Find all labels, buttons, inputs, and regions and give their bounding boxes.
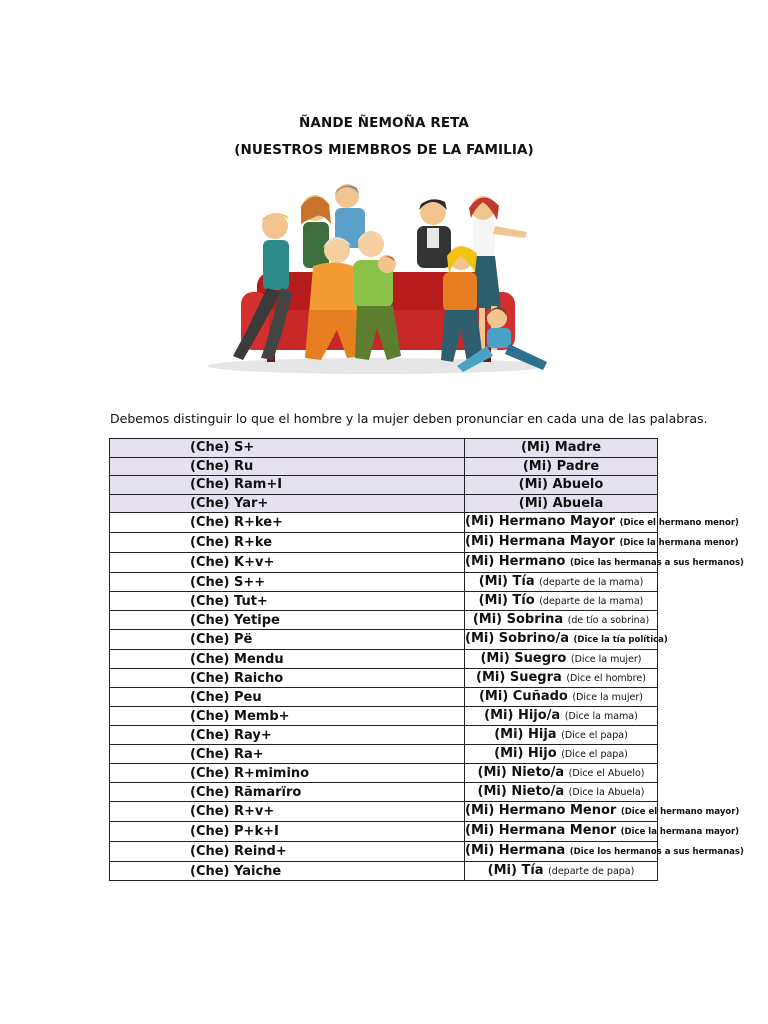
usage-note: (departe de papa) <box>548 866 635 877</box>
page-subtitle: (NUESTROS MIEMBROS DE LA FAMILIA) <box>234 142 534 158</box>
usage-note: (Dice el hermano mayor) <box>620 807 740 817</box>
spanish-term-cell <box>465 726 658 745</box>
spanish-term: (Mi) Sobrina <box>472 612 564 627</box>
guarani-term-cell: (Che) R+v+ <box>110 802 465 822</box>
guarani-term-cell: (Che) Rãmarïro <box>110 783 465 802</box>
spanish-term: (Mi) Suegra <box>476 670 562 685</box>
table-row <box>110 745 658 764</box>
spanish-term: (Mi) Hermano Mayor <box>465 514 616 529</box>
table-row <box>110 476 658 495</box>
spanish-term: (Mi) Hijo <box>494 746 557 761</box>
guarani-term-cell: (Che) Memb+ <box>110 707 465 726</box>
spanish-term: (Mi) Tía <box>487 863 544 878</box>
table-row <box>110 592 658 611</box>
spanish-term-cell <box>465 745 658 764</box>
spanish-term: (Mi) Hermano <box>465 554 566 569</box>
spanish-term: (Mi) Nieto/a <box>477 765 565 780</box>
spanish-term-cell <box>465 688 658 707</box>
guarani-term-cell: (Che) Peu <box>110 688 465 707</box>
spanish-term: (Mi) Abuelo <box>518 477 604 493</box>
spanish-term: (Mi) Cuñado <box>478 689 568 704</box>
spanish-term-cell <box>465 630 668 650</box>
table-row <box>110 650 658 669</box>
guarani-term-cell: (Che) Yaiche <box>110 862 465 881</box>
spanish-term-cell <box>465 842 744 862</box>
table-row <box>110 764 658 783</box>
usage-note: (Dice la mujer) <box>572 692 643 703</box>
spanish-term: (Mi) Nieto/a <box>477 784 565 799</box>
spanish-term: (Mi) Padre <box>522 458 600 474</box>
spanish-term-cell <box>465 669 658 688</box>
spanish-term: (Mi) Suegro <box>480 651 567 666</box>
table-row <box>110 439 658 458</box>
spanish-term-cell <box>465 513 739 533</box>
intro-text: Debemos distinguir lo que el hombre y la mujer deben pronunciar en cada una de las palabras. <box>110 411 708 426</box>
table-row <box>110 783 658 802</box>
table-row <box>110 842 658 862</box>
guarani-term-cell: (Che) R+ke <box>110 533 465 553</box>
spanish-term-cell <box>465 822 740 842</box>
spanish-term: (Mi) Abuela <box>518 495 604 511</box>
guarani-term-cell: (Che) P+k+I <box>110 822 465 842</box>
spanish-term-cell <box>465 592 658 611</box>
table-row <box>110 513 658 533</box>
usage-note: (Dice el papa) <box>561 749 628 760</box>
spanish-term-cell <box>465 611 658 630</box>
table-row <box>110 457 658 476</box>
table-row <box>110 553 658 573</box>
usage-note: (Dice la Abuela) <box>568 787 645 798</box>
spanish-term-cell <box>465 862 658 881</box>
usage-note: (Dice el papa) <box>561 730 628 741</box>
spanish-term-cell <box>465 783 658 802</box>
spanish-term: (Mi) Hermana <box>465 843 566 858</box>
family-members-table <box>109 438 744 881</box>
spanish-term-cell <box>465 457 658 476</box>
guarani-term-cell: (Che) S++ <box>110 573 465 592</box>
table-row <box>110 533 658 553</box>
guarani-term-cell: (Che) Ra+ <box>110 745 465 764</box>
spanish-term-cell <box>465 707 658 726</box>
spanish-term: (Mi) Hermana Mayor <box>465 534 615 549</box>
page-title: ÑANDE ÑEMOÑA RETA <box>299 115 469 131</box>
table-row <box>110 707 658 726</box>
family-illustration <box>197 180 555 378</box>
usage-note: (Dice la hermana mayor) <box>620 827 740 837</box>
spanish-term: (Mi) Hija <box>494 727 557 742</box>
guarani-term-cell: (Che) Reind+ <box>110 842 465 862</box>
spanish-term-cell <box>465 494 658 513</box>
usage-note: (de tío a sobrina) <box>567 615 650 626</box>
table-row <box>110 611 658 630</box>
spanish-term: (Mi) Hermana Menor <box>465 823 617 838</box>
spanish-term-cell <box>465 533 739 553</box>
guarani-term-cell: (Che) Ru <box>110 457 465 476</box>
table-row <box>110 802 658 822</box>
spanish-term: (Mi) Madre <box>520 440 602 456</box>
guarani-term-cell: (Che) R+mimino <box>110 764 465 783</box>
usage-note: (departe de la mama) <box>539 577 644 588</box>
table-row <box>110 494 658 513</box>
spanish-term: (Mi) Sobrino/a <box>465 631 569 646</box>
table-row <box>110 573 658 592</box>
usage-note: (Dice los hermanos a sus hermanas) <box>569 847 744 857</box>
usage-note: (Dice la tía política) <box>573 635 668 645</box>
usage-note: (Dice el hermano menor) <box>619 518 739 528</box>
table-row <box>110 688 658 707</box>
guarani-term-cell: (Che) Ram+I <box>110 476 465 495</box>
spanish-term: (Mi) Tía <box>478 574 535 589</box>
guarani-term-cell: (Che) R+ke+ <box>110 513 465 533</box>
usage-note: (Dice la mama) <box>564 711 638 722</box>
usage-note: (Dice la hermana menor) <box>619 538 739 548</box>
usage-note: (Dice el Abuelo) <box>568 768 645 779</box>
usage-note: (Dice la mujer) <box>570 654 642 665</box>
table-row <box>110 862 658 881</box>
guarani-term-cell: (Che) Ray+ <box>110 726 465 745</box>
spanish-term-cell <box>465 573 658 592</box>
spanish-term-cell <box>465 476 658 495</box>
guarani-term-cell: (Che) Raicho <box>110 669 465 688</box>
guarani-term-cell: (Che) Yar+ <box>110 494 465 513</box>
guarani-term-cell: (Che) Tut+ <box>110 592 465 611</box>
guarani-term-cell: (Che) Yetipe <box>110 611 465 630</box>
table-row <box>110 630 658 650</box>
spanish-term: (Mi) Tío <box>478 593 535 608</box>
spanish-term-cell <box>465 650 658 669</box>
spanish-term-cell <box>465 764 658 783</box>
table-row <box>110 726 658 745</box>
spanish-term: (Mi) Hijo/a <box>484 708 561 723</box>
usage-note: (departe de la mama) <box>539 596 644 607</box>
guarani-term-cell: (Che) Pë <box>110 630 465 650</box>
usage-note: (Dice el hombre) <box>566 673 646 684</box>
table-row <box>110 669 658 688</box>
spanish-term-cell <box>465 439 658 458</box>
spanish-term-cell <box>465 802 740 822</box>
usage-note: (Dice las hermanas a sus hermanos) <box>569 558 744 568</box>
guarani-term-cell: (Che) S+ <box>110 439 465 458</box>
spanish-term: (Mi) Hermano Menor <box>465 803 617 818</box>
guarani-term-cell: (Che) K+v+ <box>110 553 465 573</box>
spanish-term-cell <box>465 553 744 573</box>
table-row <box>110 822 658 842</box>
guarani-term-cell: (Che) Mendu <box>110 650 465 669</box>
